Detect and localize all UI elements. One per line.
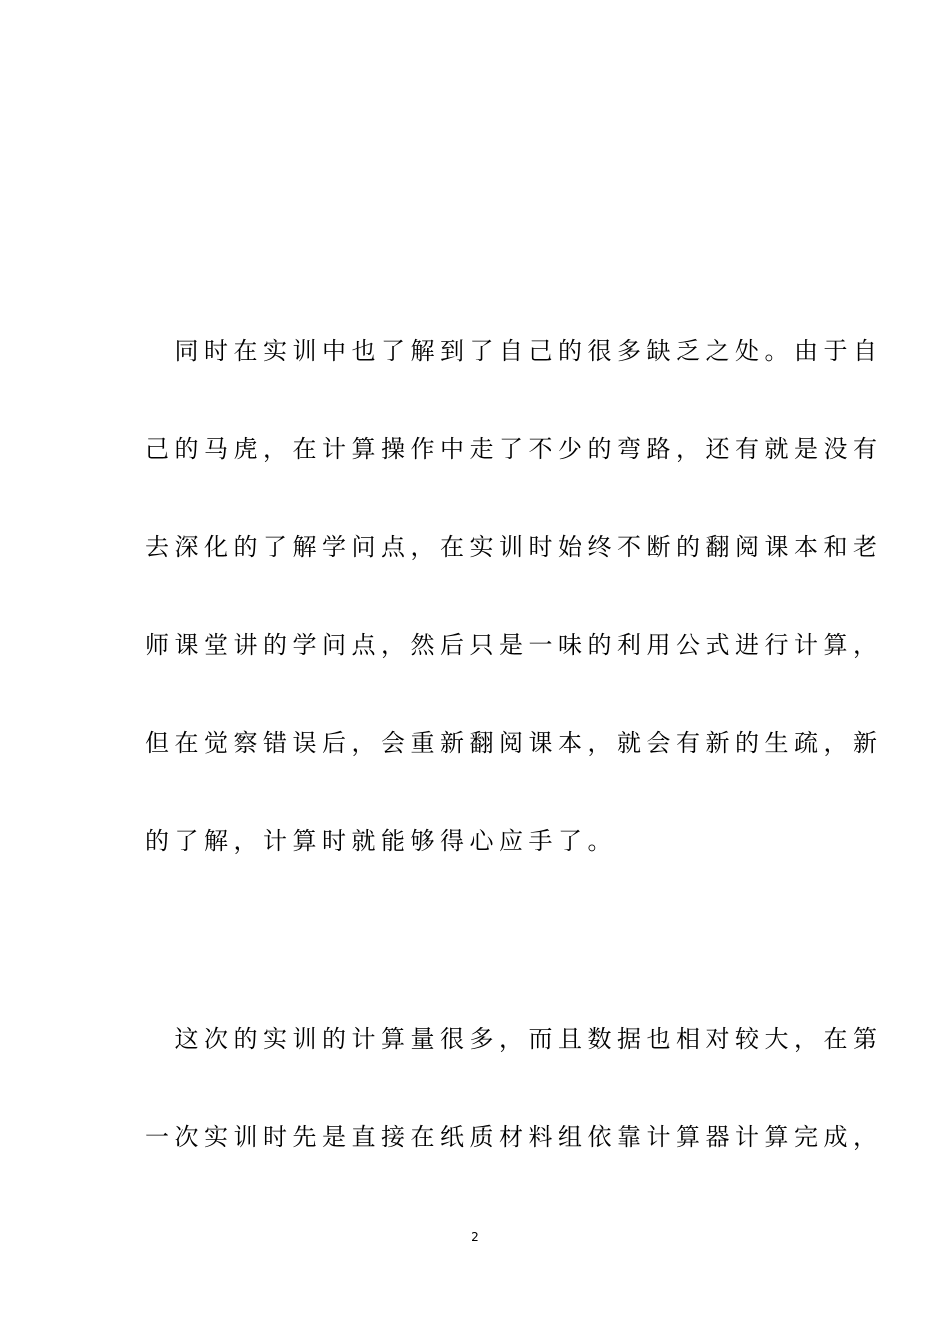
paragraph-2-line-1: 这次的实训的计算量很多，而且数据也相对较大，在第	[145, 1025, 883, 1053]
paragraph-2-line-2: 一次实训时先是直接在纸质材料组依靠计算器计算完成，	[145, 1123, 883, 1151]
paragraph-1-line-4: 师课堂讲的学问点，然后只是一味的利用公式进行计算，	[145, 631, 883, 659]
paragraph-1-line-5: 但在觉察错误后，会重新翻阅课本，就会有新的生疏，新	[145, 729, 883, 757]
paragraph-1-line-6: 的了解，计算时就能够得心应手了。	[145, 827, 617, 855]
paragraph-1-line-1: 同时在实训中也了解到了自己的很多缺乏之处。由于自	[145, 337, 883, 365]
page-number: 2	[471, 1230, 479, 1244]
paragraph-1-line-2: 己的马虎，在计算操作中走了不少的弯路，还有就是没有	[145, 435, 883, 463]
paragraph-1-line-3: 去深化的了解学问点，在实训时始终不断的翻阅课本和老	[145, 533, 883, 561]
